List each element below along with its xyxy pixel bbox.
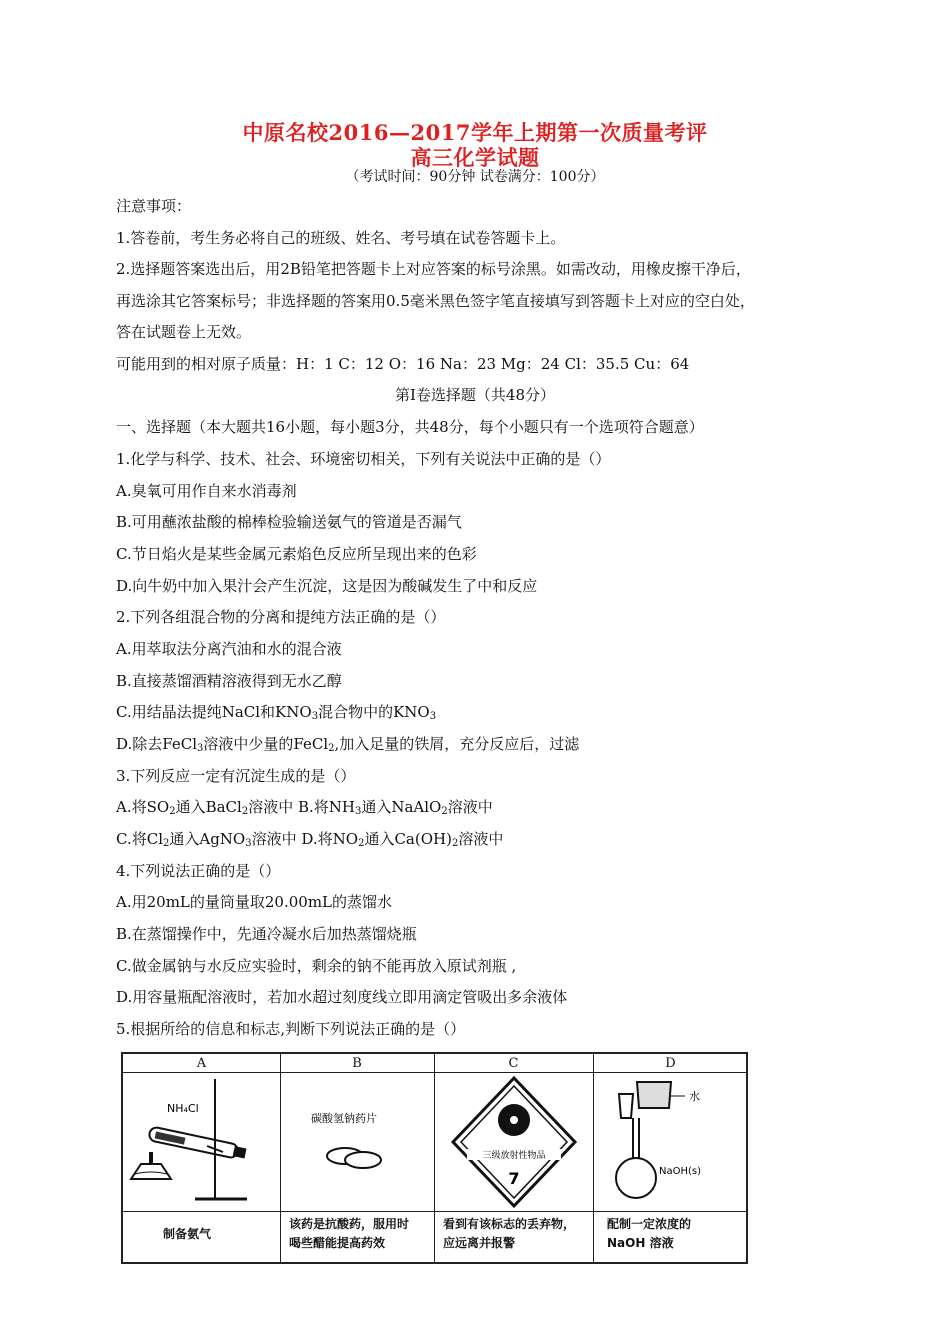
section-instructions: 一、选择题（本大题共16小题，每小题3分，共48分，每个小题只有一个选项符合题意）: [116, 418, 704, 436]
caption-b-line1: 该药是抗酸药，服用时: [289, 1217, 410, 1231]
q2-option-d: D.除去FeCl$_3$溶液中少量的FeCl$_2$,加入足量的铁屑，充分反应后，过滤: [116, 735, 580, 754]
notice-item-2a: 2.选择题答案选出后，用2B铅笔把答题卡上对应答案的标号涂黑。如需改动，用橡皮擦干净后，: [116, 260, 751, 278]
q1-option-a: A.臭氧可用作自来水消毒剂: [116, 482, 297, 500]
q2-option-c: C.用结晶法提纯NaCl和$KNO_3$混合物中的$KNO_3$: [116, 703, 437, 722]
svg-text:NH₄Cl: NH₄Cl: [167, 1102, 199, 1115]
tablet-icon: [283, 1074, 433, 1210]
q3-options-cd: C.将$Cl_2$通入AgNO$_3$溶液中 D.将$NO_2$通入$Ca(OH)_2$溶液中: [116, 830, 504, 849]
q4-option-b: B.在蒸馏操作中，先通冷凝水后加热蒸馏烧瓶: [116, 925, 417, 943]
q2-stem: 2.下列各组混合物的分离和提纯方法正确的是（）: [116, 608, 446, 626]
svg-text:碳酸氢钠药片: 碳酸氢钠药片: [311, 1112, 377, 1125]
exam-title: 中原名校2016—2017学年上期第一次质量考评: [242, 120, 708, 145]
caption-c-line2: 应远离并报警: [443, 1236, 516, 1250]
notice-item-2c: 答在试题卷上无效。: [116, 323, 252, 341]
caption-d-line2: NaOH 溶液: [607, 1236, 674, 1250]
q1-option-d: D.向牛奶中加入果汁会产生沉淀，这是因为酸碱发生了中和反应: [116, 577, 538, 595]
caption-b-line2: 喝些醋能提高药效: [289, 1236, 386, 1250]
q2-option-b: B.直接蒸馏酒精溶液得到无水乙醇: [116, 672, 342, 690]
q4-stem: 4.下列说法正确的是（）: [116, 862, 281, 880]
radioactive-sign-icon: [437, 1074, 591, 1210]
q2-option-a: A.用萃取法分离汽油和水的混合液: [116, 640, 342, 658]
svg-text:NaOH(s): NaOH(s): [659, 1166, 702, 1177]
q1-option-c: C.节日焰火是某些金属元素焰色反应所呈现出来的色彩: [116, 545, 477, 563]
q4-option-c: C.做金属钠与水反应实验时，剩余的钠不能再放入原试剂瓶 ,: [116, 957, 517, 975]
figure-divider: [280, 1054, 281, 1262]
figure-divider: [123, 1211, 746, 1212]
q3-options-ab: A.将$SO_2$通入BaCl$_2$溶液中 B.将$NH_3$通入NaAlO$_2$溶液中: [116, 798, 493, 817]
svg-text:三级放射性物品: 三级放射性物品: [482, 1151, 546, 1161]
figure-header-b: B: [352, 1056, 362, 1071]
svg-text:水: 水: [689, 1090, 700, 1103]
q5-figure-table: [121, 1052, 748, 1264]
q4-option-d: D.用容量瓶配溶液时，若加水超过刻度线立即用滴定管吸出多余液体: [116, 988, 568, 1006]
ammonia-apparatus-icon: [127, 1074, 277, 1210]
q3-stem: 3.下列反应一定有沉淀生成的是（）: [116, 767, 356, 785]
q1-option-b: B.可用蘸浓盐酸的棉棒检验输送氨气的管道是否漏气: [116, 513, 462, 531]
notice-item-1: 1.答卷前，考生务必将自己的班级、姓名、考号填在试卷答题卡上。: [116, 229, 566, 247]
q1-stem: 1.化学与科学、技术、社会、环境密切相关，下列有关说法中正确的是（）: [116, 450, 611, 468]
caption-c-line1: 看到有该标志的丢弃物，: [443, 1217, 576, 1231]
q4-option-a: A.用20mL的量筒量取20.00mL的蒸馏水: [116, 893, 392, 911]
notice-heading: 注意事项：: [116, 197, 192, 215]
figure-divider: [434, 1054, 435, 1262]
figure-divider: [123, 1072, 746, 1073]
figure-header-c: C: [508, 1056, 519, 1071]
svg-text:7: 7: [508, 1169, 520, 1188]
exam-time-info: （考试时间：90分钟 试卷满分：100分）: [345, 169, 605, 185]
q5-stem: 5.根据所给的信息和标志,判断下列说法正确的是（）: [116, 1020, 466, 1038]
caption-d-line1: 配制一定浓度的: [607, 1217, 692, 1231]
figure-header-a: A: [196, 1056, 207, 1071]
notice-item-2b: 再选涂其它答案标号；非选择题的答案用0.5毫米黑色签字笔直接填写到答题卡上对应的空白处，: [116, 292, 755, 310]
volumetric-flask-icon: [597, 1074, 747, 1210]
figure-divider: [593, 1054, 594, 1262]
exam-subject-title: 高三化学试题: [410, 145, 540, 170]
atomic-masses: 可能用到的相对原子质量：H：1 C：12 O：16 Na：23 Mg：24 Cl：35.5 Cu：64: [116, 355, 690, 373]
caption-a: 制备氨气: [163, 1227, 212, 1241]
section-title: 第Ⅰ卷选择题（共48分）: [394, 386, 555, 404]
figure-header-d: D: [665, 1056, 676, 1071]
